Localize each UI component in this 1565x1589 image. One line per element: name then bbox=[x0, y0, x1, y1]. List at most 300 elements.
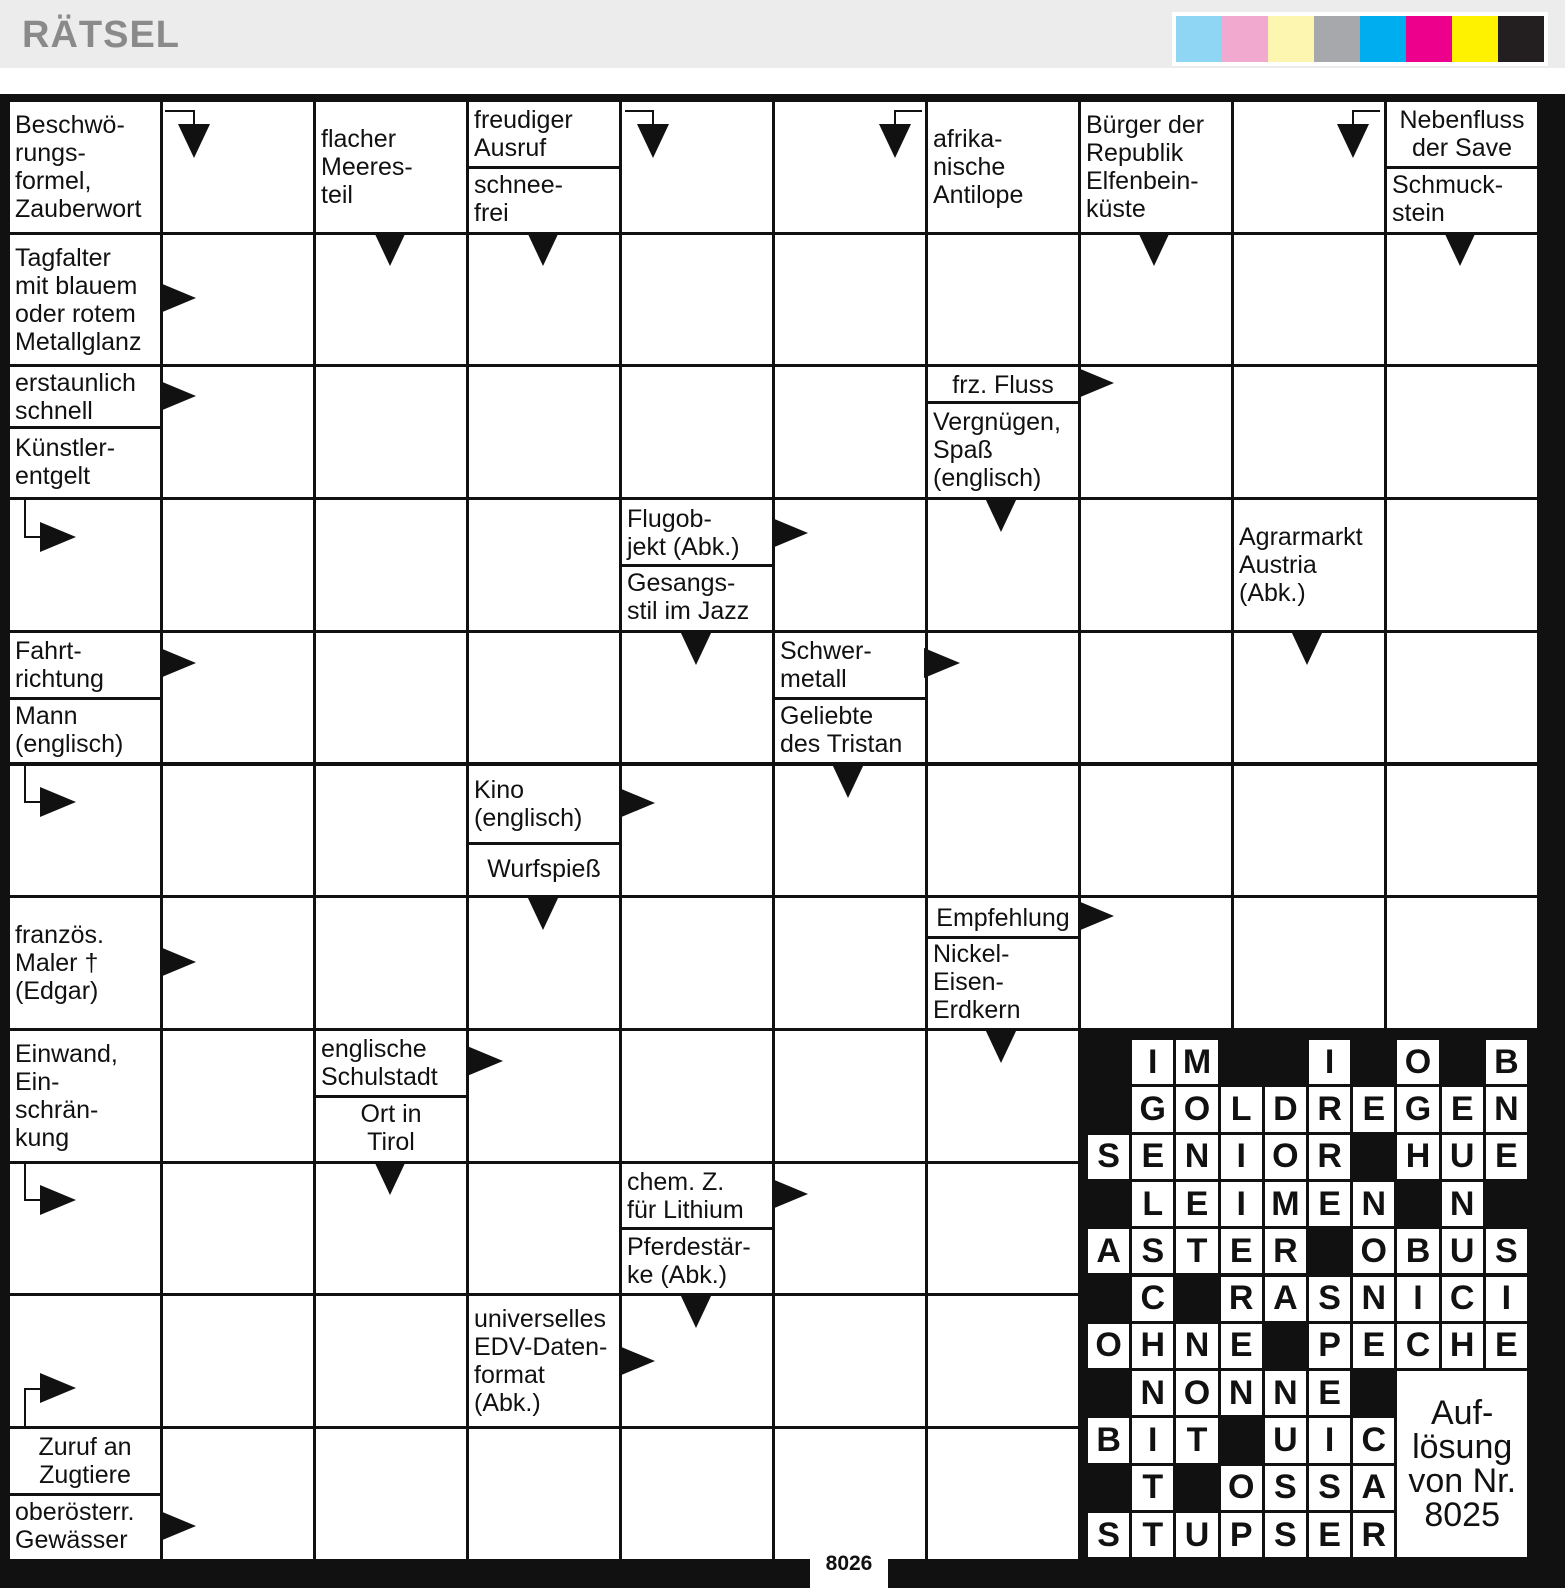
solution-letter: L bbox=[1132, 1182, 1173, 1226]
clue-vergnuegen bbox=[928, 402, 1078, 497]
arrow-bend-line bbox=[625, 110, 654, 112]
clue-line: ke (Abk.) bbox=[627, 1260, 728, 1289]
answer-cell[interactable] bbox=[1081, 633, 1231, 763]
arrow-right-icon bbox=[40, 787, 76, 817]
clue-cell bbox=[775, 633, 925, 763]
solution-letter: O bbox=[1221, 1466, 1262, 1510]
clue-line: Schmuck- bbox=[1392, 171, 1504, 200]
puzzle-number: 8026 bbox=[810, 1549, 888, 1589]
arrow-bend-line bbox=[24, 500, 26, 537]
solution-letter: S bbox=[1265, 1466, 1306, 1510]
solution-letter: I bbox=[1397, 1277, 1438, 1321]
arrow-down-icon bbox=[1291, 631, 1323, 665]
clue-schwermetall bbox=[775, 633, 925, 698]
clue-line: afrika- bbox=[933, 124, 1003, 153]
clue-line: Austria bbox=[1239, 550, 1317, 579]
arrow-right-icon bbox=[772, 518, 808, 548]
clue-cell bbox=[469, 766, 619, 896]
answer-cell[interactable] bbox=[622, 1031, 772, 1161]
answer-cell[interactable] bbox=[775, 1031, 925, 1161]
clue-einwand bbox=[10, 1031, 160, 1161]
answer-cell[interactable] bbox=[1387, 766, 1537, 896]
answer-cell[interactable] bbox=[469, 1164, 619, 1294]
answer-cell[interactable] bbox=[928, 1164, 1078, 1294]
clue-line: Kino bbox=[474, 776, 525, 805]
arrow-down-icon bbox=[178, 124, 210, 158]
arrow-bend-line bbox=[24, 1163, 26, 1200]
solution-letter: I bbox=[1221, 1135, 1262, 1179]
arrow-down-icon bbox=[527, 896, 559, 930]
clue-line: EDV-Daten- bbox=[474, 1333, 608, 1362]
clue-cell bbox=[1234, 500, 1384, 630]
clue-chem bbox=[622, 1164, 772, 1229]
answer-cell[interactable] bbox=[1234, 367, 1384, 497]
answer-cell[interactable] bbox=[928, 766, 1078, 896]
solution-label-line: 8025 bbox=[1424, 1496, 1500, 1535]
arrow-down-icon bbox=[985, 1029, 1017, 1063]
clue-line: Elfenbein- bbox=[1086, 166, 1199, 195]
solution-letter: E bbox=[1221, 1324, 1262, 1368]
arrow-right-icon bbox=[40, 522, 76, 552]
solution-letter: N bbox=[1442, 1182, 1483, 1226]
color-bar bbox=[1172, 12, 1548, 66]
solution-letter: E bbox=[1309, 1513, 1350, 1557]
solution-letter: H bbox=[1442, 1324, 1483, 1368]
arrow-down-icon bbox=[1138, 232, 1170, 266]
solution-letter: E bbox=[1309, 1371, 1350, 1415]
clue-line: oder rotem bbox=[15, 299, 136, 328]
solution-letter: E bbox=[1132, 1135, 1173, 1179]
answer-cell[interactable] bbox=[163, 1031, 313, 1161]
solution-letter: S bbox=[1132, 1229, 1173, 1273]
solution-letter: N bbox=[1221, 1371, 1262, 1415]
arrow-down-icon bbox=[374, 1161, 406, 1195]
answer-cell[interactable] bbox=[316, 1296, 466, 1426]
clue-line: Agrarmarkt bbox=[1239, 522, 1363, 551]
solution-letter: E bbox=[1486, 1135, 1527, 1179]
clue-schmuckstein bbox=[1387, 167, 1537, 232]
arrow-right-icon bbox=[160, 947, 196, 977]
clue-line: schrän- bbox=[15, 1095, 99, 1124]
solution-letter: T bbox=[1176, 1229, 1217, 1273]
color-swatch-7 bbox=[1452, 16, 1498, 62]
clue-line: stein bbox=[1392, 199, 1445, 228]
arrow-bend-line bbox=[24, 1388, 40, 1390]
clue-cell bbox=[10, 898, 160, 1028]
clue-line: Ein- bbox=[15, 1067, 60, 1096]
solution-letter: R bbox=[1265, 1229, 1306, 1273]
clue-line: schnell bbox=[15, 397, 93, 426]
clue-line: mit blauem bbox=[15, 271, 138, 300]
solution-letter: U bbox=[1442, 1229, 1483, 1273]
clue-universelles bbox=[469, 1296, 619, 1426]
answer-cell[interactable] bbox=[1387, 500, 1537, 630]
answer-cell[interactable] bbox=[775, 898, 925, 1028]
arrow-bend-line bbox=[1352, 110, 1380, 112]
clue-tagfalter bbox=[10, 235, 160, 365]
clue-line: Republik bbox=[1086, 138, 1184, 167]
clue-cell bbox=[622, 500, 772, 630]
answer-cell[interactable] bbox=[1387, 898, 1537, 1028]
solution-letter: H bbox=[1397, 1135, 1438, 1179]
clue-cell bbox=[316, 102, 466, 232]
answer-cell[interactable] bbox=[163, 1164, 313, 1294]
clue-line: (Abk.) bbox=[1239, 578, 1306, 607]
answer-cell[interactable] bbox=[1387, 367, 1537, 497]
solution-letter: G bbox=[1132, 1087, 1173, 1131]
clue-kuenstler bbox=[10, 427, 160, 497]
answer-cell[interactable] bbox=[163, 102, 313, 232]
answer-cell[interactable] bbox=[622, 102, 772, 232]
arrow-right-icon bbox=[160, 381, 196, 411]
solution-letter: O bbox=[1088, 1324, 1129, 1368]
solution-letter: S bbox=[1309, 1277, 1350, 1321]
answer-cell[interactable] bbox=[1234, 898, 1384, 1028]
clue-line: entgelt bbox=[15, 462, 91, 491]
clue-line: Antilope bbox=[933, 180, 1024, 209]
clue-line: teil bbox=[321, 180, 353, 209]
solution-letter: N bbox=[1176, 1324, 1217, 1368]
header-bar bbox=[0, 0, 1565, 68]
solution-letter: S bbox=[1088, 1135, 1129, 1179]
color-swatch-6 bbox=[1406, 16, 1452, 62]
answer-cell[interactable] bbox=[1234, 102, 1384, 232]
clue-line: (Edgar) bbox=[15, 977, 99, 1006]
clue-schneefrei bbox=[469, 167, 619, 232]
solution-letter: D bbox=[1265, 1087, 1306, 1131]
solution-letter: E bbox=[1442, 1087, 1483, 1131]
clue-cell bbox=[10, 1031, 160, 1161]
clue-mann bbox=[10, 698, 160, 763]
clue-pferde bbox=[622, 1228, 772, 1293]
color-swatch-2 bbox=[1222, 16, 1268, 62]
answer-cell[interactable] bbox=[316, 633, 466, 763]
answer-cell[interactable] bbox=[10, 1164, 160, 1294]
clue-cell bbox=[10, 235, 160, 365]
answer-cell[interactable] bbox=[775, 102, 925, 232]
solution-letter: B bbox=[1088, 1418, 1129, 1462]
clue-frz-fluss bbox=[928, 367, 1078, 402]
answer-cell[interactable] bbox=[163, 1296, 313, 1426]
page-title: RÄTSEL bbox=[22, 14, 180, 56]
arrow-right-icon bbox=[160, 283, 196, 313]
clue-line: (englisch) bbox=[933, 463, 1042, 492]
clue-cell bbox=[10, 633, 160, 763]
solution-letter: B bbox=[1486, 1040, 1527, 1084]
clue-line: Maler † bbox=[15, 949, 99, 978]
arrow-right-icon bbox=[1078, 901, 1114, 931]
answer-cell[interactable] bbox=[928, 1296, 1078, 1426]
clue-erstaunlich bbox=[10, 367, 160, 427]
clue-flacher bbox=[316, 102, 466, 232]
arrow-bend-line bbox=[894, 110, 896, 124]
clue-line: Ort in bbox=[360, 1100, 422, 1129]
arrow-bend-line bbox=[24, 1390, 26, 1428]
answer-cell[interactable] bbox=[1387, 633, 1537, 763]
clue-line: englische bbox=[321, 1035, 427, 1064]
solution-letter: E bbox=[1353, 1324, 1394, 1368]
answer-cell[interactable] bbox=[10, 1296, 160, 1426]
solution-letter: A bbox=[1265, 1277, 1306, 1321]
solution-letter: S bbox=[1309, 1466, 1350, 1510]
clue-agrarmarkt bbox=[1234, 500, 1384, 630]
clue-line: chem. Z. bbox=[627, 1168, 725, 1197]
clue-line: Empfehlung bbox=[936, 903, 1070, 932]
clue-line: Fahrt- bbox=[15, 637, 82, 666]
solution-label bbox=[1397, 1371, 1527, 1557]
answer-cell[interactable] bbox=[469, 500, 619, 630]
color-swatch-1 bbox=[1176, 16, 1222, 62]
answer-cell[interactable] bbox=[163, 500, 313, 630]
answer-cell[interactable] bbox=[622, 898, 772, 1028]
answer-cell[interactable] bbox=[316, 367, 466, 497]
color-swatch-3 bbox=[1268, 16, 1314, 62]
solution-letter: A bbox=[1353, 1466, 1394, 1510]
clue-line: für Lithium bbox=[627, 1196, 744, 1225]
arrow-right-icon bbox=[160, 648, 196, 678]
solution-letter: I bbox=[1221, 1182, 1262, 1226]
answer-cell[interactable] bbox=[775, 367, 925, 497]
answer-cell[interactable] bbox=[469, 1429, 619, 1559]
solution-letter: U bbox=[1442, 1135, 1483, 1179]
clue-line: (englisch) bbox=[15, 730, 124, 759]
solution-letter: O bbox=[1397, 1040, 1438, 1084]
clue-ort-tirol bbox=[316, 1096, 466, 1161]
arrow-down-icon bbox=[879, 124, 911, 158]
clue-fahrtrichtung bbox=[10, 633, 160, 698]
solution-letter: O bbox=[1176, 1087, 1217, 1131]
clue-line: Zugtiere bbox=[39, 1461, 131, 1490]
clue-line: universelles bbox=[474, 1305, 607, 1334]
clue-cell bbox=[469, 1296, 619, 1426]
clue-line: frz. Fluss bbox=[952, 370, 1054, 399]
clue-line: nische bbox=[933, 152, 1006, 181]
solution-letter: T bbox=[1132, 1513, 1173, 1557]
clue-line: Flugob- bbox=[627, 504, 712, 533]
solution-letter: N bbox=[1176, 1135, 1217, 1179]
solution-letter: L bbox=[1221, 1087, 1262, 1131]
clue-line: Geliebte bbox=[780, 702, 874, 731]
answer-cell[interactable] bbox=[622, 766, 772, 896]
clue-line: Eisen- bbox=[933, 968, 1004, 997]
answer-cell[interactable] bbox=[1234, 766, 1384, 896]
clue-line: erstaunlich bbox=[15, 369, 136, 398]
answer-cell[interactable] bbox=[316, 1429, 466, 1559]
clue-line: Wurfspieß bbox=[487, 855, 601, 884]
solution-letter: B bbox=[1397, 1229, 1438, 1273]
solution-letter: I bbox=[1309, 1418, 1350, 1462]
clue-line: Nebenfluss bbox=[1399, 106, 1525, 135]
clue-line: Mann bbox=[15, 702, 78, 731]
solution-letter: N bbox=[1353, 1277, 1394, 1321]
solution-label-line: Auf- bbox=[1431, 1394, 1494, 1433]
answer-cell[interactable] bbox=[1081, 500, 1231, 630]
clue-line: Schulstadt bbox=[321, 1063, 438, 1092]
arrow-down-icon bbox=[637, 124, 669, 158]
solution-letter: M bbox=[1176, 1040, 1217, 1084]
solution-letter: O bbox=[1176, 1371, 1217, 1415]
answer-cell[interactable] bbox=[163, 766, 313, 896]
arrow-right-icon bbox=[924, 648, 960, 678]
clue-line: Spaß bbox=[933, 435, 993, 464]
solution-letter: R bbox=[1309, 1087, 1350, 1131]
solution-letter: R bbox=[1353, 1513, 1394, 1557]
clue-line: Schwer- bbox=[780, 637, 872, 666]
arrow-down-icon bbox=[680, 1294, 712, 1328]
clue-wurfspiess bbox=[469, 843, 619, 895]
arrow-bend-line bbox=[1352, 110, 1354, 124]
solution-letter: P bbox=[1221, 1513, 1262, 1557]
clue-nebenfluss bbox=[1387, 102, 1537, 167]
clue-line: Gesangs- bbox=[627, 569, 736, 598]
solution-letter: N bbox=[1486, 1087, 1527, 1131]
clue-line: flacher bbox=[321, 124, 397, 153]
clue-oberoest bbox=[10, 1494, 160, 1559]
answer-cell[interactable] bbox=[469, 633, 619, 763]
solution-letter: R bbox=[1221, 1277, 1262, 1321]
arrow-bend-line bbox=[24, 536, 40, 538]
clue-line: küste bbox=[1086, 194, 1146, 223]
solution-letter: I bbox=[1486, 1277, 1527, 1321]
clue-kino bbox=[469, 766, 619, 844]
clue-line: metall bbox=[780, 665, 847, 694]
solution-letter: E bbox=[1486, 1324, 1527, 1368]
solution-letter: O bbox=[1353, 1229, 1394, 1273]
arrow-bend-line bbox=[894, 110, 922, 112]
clue-cell bbox=[10, 102, 160, 232]
clue-gesangsstil bbox=[622, 565, 772, 630]
answer-cell[interactable] bbox=[316, 500, 466, 630]
solution-letter: A bbox=[1088, 1229, 1129, 1273]
clue-line: Metallglanz bbox=[15, 327, 142, 356]
arrow-down-icon bbox=[527, 232, 559, 266]
answer-cell[interactable] bbox=[928, 1429, 1078, 1559]
arrow-down-icon bbox=[680, 631, 712, 665]
arrow-right-icon bbox=[619, 1346, 655, 1376]
clue-line: Beschwö- bbox=[15, 110, 125, 139]
clue-line: Bürger der bbox=[1086, 110, 1205, 139]
answer-cell[interactable] bbox=[622, 1429, 772, 1559]
solution-label-line: lösung bbox=[1412, 1428, 1513, 1467]
clue-empfehlung bbox=[928, 898, 1078, 937]
answer-cell[interactable] bbox=[775, 1296, 925, 1426]
solution-letter: R bbox=[1309, 1135, 1350, 1179]
arrow-down-icon bbox=[985, 498, 1017, 532]
clue-line: richtung bbox=[15, 665, 104, 694]
solution-letter: H bbox=[1132, 1324, 1173, 1368]
solution-letter: G bbox=[1397, 1087, 1438, 1131]
answer-cell[interactable] bbox=[622, 367, 772, 497]
answer-cell[interactable] bbox=[316, 766, 466, 896]
arrow-right-icon bbox=[772, 1179, 808, 1209]
solution-label-line: von Nr. bbox=[1408, 1462, 1517, 1501]
clue-line: freudiger bbox=[474, 106, 573, 135]
arrow-bend-line bbox=[165, 110, 195, 112]
clue-line: (englisch) bbox=[474, 804, 583, 833]
clue-englische bbox=[316, 1031, 466, 1096]
clue-cell bbox=[316, 1031, 466, 1161]
clue-flugobjekt bbox=[622, 500, 772, 565]
answer-cell[interactable] bbox=[1081, 766, 1231, 896]
arrow-bend-line bbox=[24, 765, 26, 802]
clue-franzoes bbox=[10, 898, 160, 1028]
clue-cell bbox=[10, 367, 160, 497]
answer-cell[interactable] bbox=[316, 898, 466, 1028]
clue-cell bbox=[928, 102, 1078, 232]
answer-cell[interactable] bbox=[622, 235, 772, 365]
arrow-right-icon bbox=[40, 1373, 76, 1403]
answer-cell[interactable] bbox=[1234, 235, 1384, 365]
clue-line: frei bbox=[474, 199, 509, 228]
arrow-bend-line bbox=[193, 110, 195, 124]
arrow-down-icon bbox=[832, 764, 864, 798]
solution-letter: C bbox=[1397, 1324, 1438, 1368]
clue-line: der Save bbox=[1411, 134, 1513, 163]
solution-letter: N bbox=[1265, 1371, 1306, 1415]
answer-cell[interactable] bbox=[775, 235, 925, 365]
clue-line: Tirol bbox=[367, 1128, 415, 1157]
answer-cell[interactable] bbox=[775, 1429, 925, 1559]
solution-letter: N bbox=[1132, 1371, 1173, 1415]
answer-cell[interactable] bbox=[10, 500, 160, 630]
clue-cell bbox=[1387, 102, 1537, 232]
color-swatch-5 bbox=[1360, 16, 1406, 62]
solution-letter: I bbox=[1309, 1040, 1350, 1084]
clue-line: Meeres- bbox=[321, 152, 413, 181]
clue-cell bbox=[928, 367, 1078, 497]
arrow-down-icon bbox=[1337, 124, 1369, 158]
clue-line: Zauberwort bbox=[15, 194, 142, 223]
solution-letter: S bbox=[1486, 1229, 1527, 1273]
answer-cell[interactable] bbox=[10, 766, 160, 896]
clue-freudiger bbox=[469, 102, 619, 167]
crossword-grid bbox=[0, 94, 1565, 1588]
arrow-right-icon bbox=[467, 1046, 503, 1076]
arrow-bend-line bbox=[24, 1199, 40, 1201]
solution-letter: E bbox=[1353, 1087, 1394, 1131]
solution-letter: T bbox=[1132, 1466, 1173, 1510]
clue-zuruf bbox=[10, 1429, 160, 1494]
solution-letter: C bbox=[1442, 1277, 1483, 1321]
color-swatch-8 bbox=[1498, 16, 1544, 62]
clue-line: des Tristan bbox=[780, 730, 903, 759]
clue-line: Zuruf an bbox=[38, 1433, 132, 1462]
answer-cell[interactable] bbox=[928, 235, 1078, 365]
clue-geliebte bbox=[775, 698, 925, 763]
clue-nickel bbox=[928, 937, 1078, 1028]
clue-line: Gewässer bbox=[15, 1526, 128, 1555]
arrow-right-icon bbox=[160, 1511, 196, 1541]
clue-cell bbox=[1081, 102, 1231, 232]
clue-line: Ausruf bbox=[474, 134, 547, 163]
solution-letter: E bbox=[1176, 1182, 1217, 1226]
solution-letter: I bbox=[1132, 1418, 1173, 1462]
solution-letter: E bbox=[1309, 1182, 1350, 1226]
solution-letter: I bbox=[1132, 1040, 1173, 1084]
clue-line: französ. bbox=[15, 921, 104, 950]
clue-line: kung bbox=[15, 1123, 70, 1152]
solution-letter: T bbox=[1176, 1418, 1217, 1462]
clue-line: schnee- bbox=[474, 171, 563, 200]
clue-line: stil im Jazz bbox=[627, 597, 750, 626]
clue-cell bbox=[622, 1164, 772, 1294]
color-swatch-4 bbox=[1314, 16, 1360, 62]
arrow-bend-line bbox=[652, 110, 654, 124]
clue-cell bbox=[469, 102, 619, 232]
answer-cell[interactable] bbox=[469, 367, 619, 497]
clue-line: Nickel- bbox=[933, 940, 1010, 969]
clue-line: formel, bbox=[15, 166, 92, 195]
